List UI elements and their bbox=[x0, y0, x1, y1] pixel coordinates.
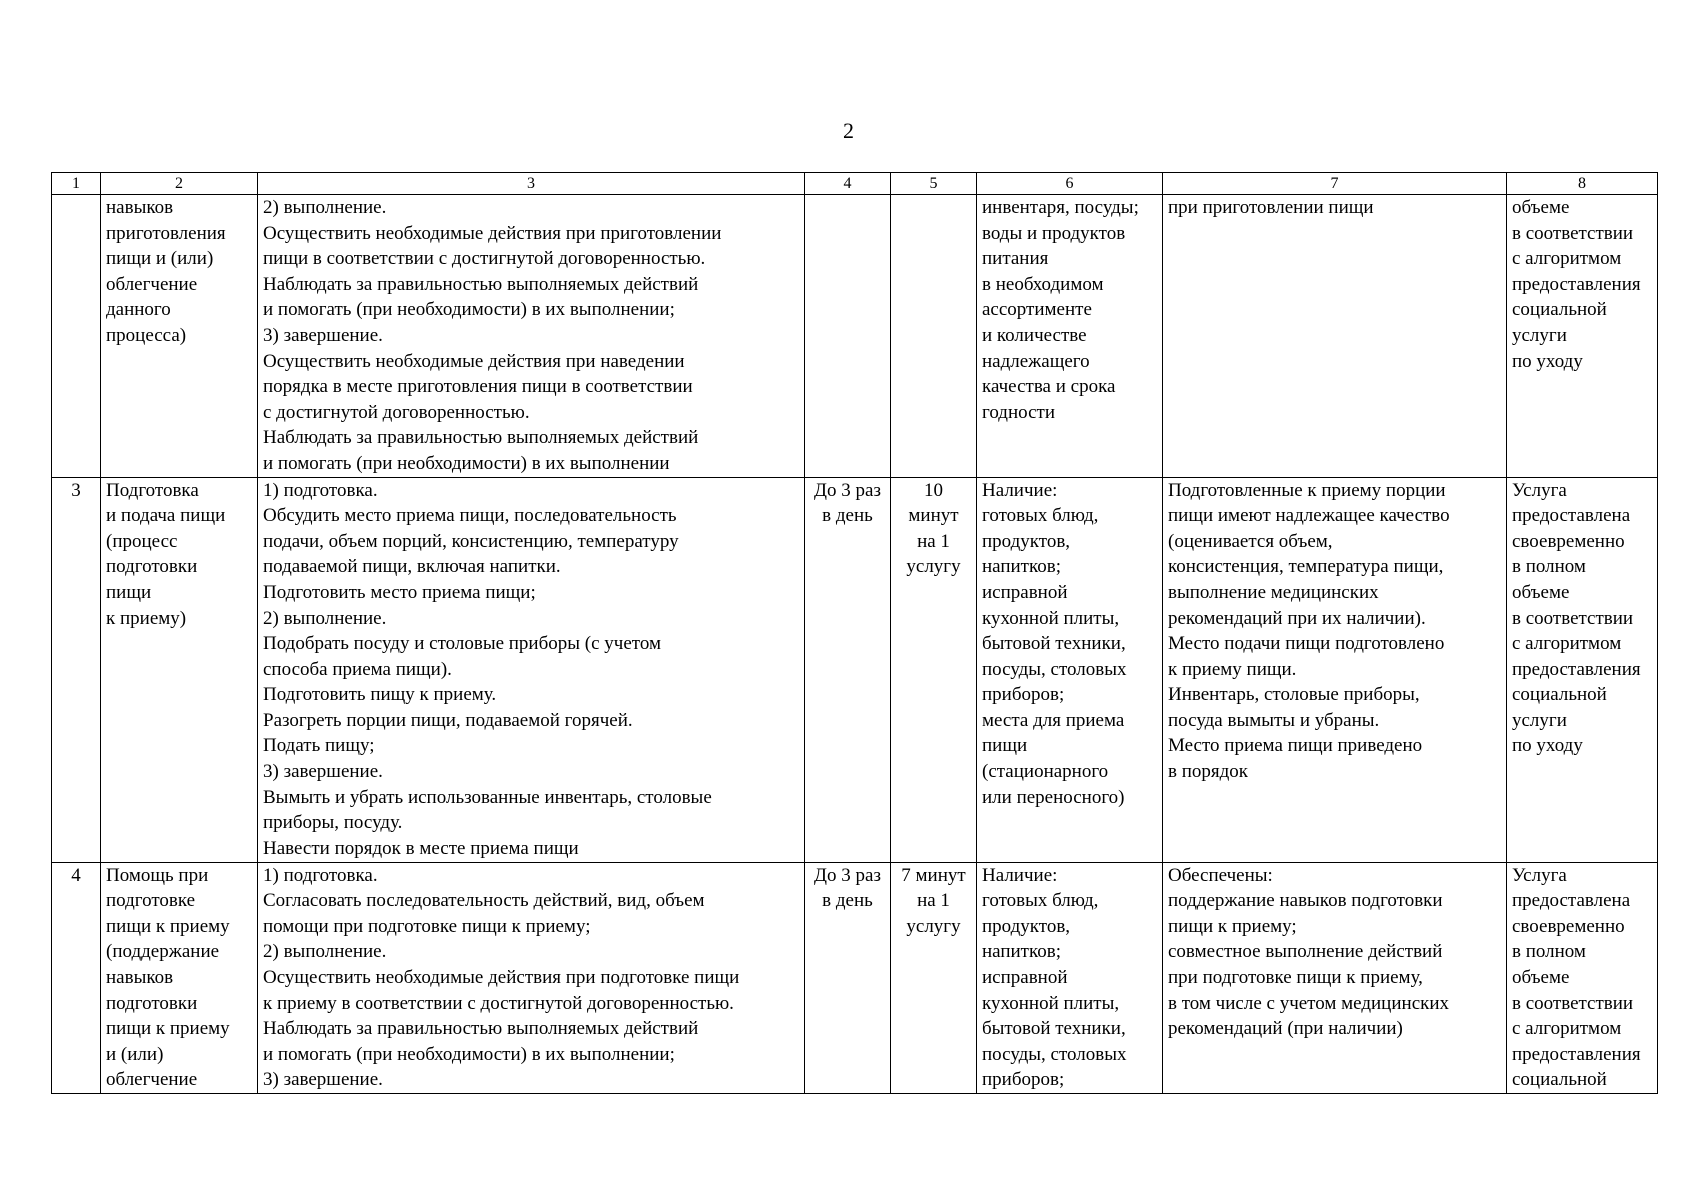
column-header: 2 bbox=[101, 173, 258, 195]
column-header: 6 bbox=[977, 173, 1163, 195]
table-row bbox=[52, 477, 1658, 862]
table-row bbox=[52, 862, 1658, 1093]
service-name-cell: навыков приготовления пищи и (или) облегчение данного процесса) bbox=[101, 195, 258, 478]
conditions-cell: Наличие: готовых блюд, продуктов, напитков; исправной кухонной плиты, бытовой техники, посуды, столовых приборов; места для приема пищи (стационарного или переносного) bbox=[977, 477, 1163, 862]
service-content-cell: 1) подготовка. Согласовать последовательность действий, вид, объем помощи при подготовке пищи к приему; 2) выполнение. Осуществить необходимые действия при подготовке пищи к приему в соответствии с достигнутой договоренностью. Наблюдать за правильностью выполняемых действий и помогать (при необходимости) в их выполнении; 3) завершение. bbox=[258, 862, 805, 1093]
conditions-cell: Наличие: готовых блюд, продуктов, напитков; исправной кухонной плиты, бытовой техники, посуды, столовых приборов; bbox=[977, 862, 1163, 1093]
column-header: 7 bbox=[1163, 173, 1507, 195]
column-header: 3 bbox=[258, 173, 805, 195]
frequency-cell: До 3 раз в день bbox=[805, 862, 891, 1093]
quality-indicators-cell: при приготовлении пищи bbox=[1163, 195, 1507, 478]
frequency-cell: До 3 раз в день bbox=[805, 477, 891, 862]
column-number-header-row bbox=[52, 173, 1658, 195]
column-header: 4 bbox=[805, 173, 891, 195]
service-content-cell: 2) выполнение. Осуществить необходимые действия при приготовлении пищи в соответствии с достигнутой договоренностью. Наблюдать за правильностью выполняемых действий и помогать (при необходимости) в их выполнении; 3) завершение. Осуществить необходимые действия при наведении порядка в месте приготовления пищи в соответствии с достигнутой договоренностью. Наблюдать за правильностью выполняемых действий и помогать (при необходимости) в их выполнении bbox=[258, 195, 805, 478]
quality-indicators-cell: Подготовленные к приему порции пищи имеют надлежащее качество (оценивается объем, консистенция, температура пищи, выполнение медицинских рекомендаций при их наличии). Место подачи пищи подготовлено к приему пищи. Инвентарь, столовые приборы, посуда вымыты и убраны. Место приема пищи приведено в порядок bbox=[1163, 477, 1507, 862]
duration-cell: 7 минут на 1 услугу bbox=[891, 862, 977, 1093]
quality-indicators-cell: Обеспечены: поддержание навыков подготовки пищи к приему; совместное выполнение действий при подготовке пищи к приему, в том числе с учетом медицинских рекомендаций (при наличии) bbox=[1163, 862, 1507, 1093]
frequency-cell bbox=[805, 195, 891, 478]
evaluation-cell: объеме в соответствии с алгоритмом предоставления социальной услуги по уходу bbox=[1507, 195, 1658, 478]
service-name-cell: Помощь при подготовке пищи к приему (поддержание навыков подготовки пищи к приему и (или) облегчение bbox=[101, 862, 258, 1093]
column-header: 1 bbox=[52, 173, 101, 195]
evaluation-cell: Услуга предоставлена своевременно в полном объеме в соответствии с алгоритмом предоставления социальной bbox=[1507, 862, 1658, 1093]
service-name-cell: Подготовка и подача пищи (процесс подготовки пищи к приему) bbox=[101, 477, 258, 862]
row-number-cell: 3 bbox=[52, 477, 101, 862]
column-header: 5 bbox=[891, 173, 977, 195]
page-number: 2 bbox=[843, 118, 854, 143]
table-row bbox=[52, 195, 1658, 478]
conditions-cell: инвентаря, посуды; воды и продуктов питания в необходимом ассортименте и количестве надлежащего качества и срока годности bbox=[977, 195, 1163, 478]
duration-cell bbox=[891, 195, 977, 478]
duration-cell: 10 минут на 1 услугу bbox=[891, 477, 977, 862]
service-content-cell: 1) подготовка. Обсудить место приема пищи, последовательность подачи, объем порций, консистенцию, температуру подаваемой пищи, включая напитки. Подготовить место приема пищи; 2) выполнение. Подобрать посуду и столовые приборы (с учетом способа приема пищи). Подготовить пищу к приему. Разогреть порции пищи, подаваемой горячей. Подать пищу; 3) завершение. Вымыть и убрать использованные инвентарь, столовые приборы, посуду. Навести порядок в месте приема пищи bbox=[258, 477, 805, 862]
row-number-cell bbox=[52, 195, 101, 478]
evaluation-cell: Услуга предоставлена своевременно в полном объеме в соответствии с алгоритмом предоставления социальной услуги по уходу bbox=[1507, 477, 1658, 862]
column-header: 8 bbox=[1507, 173, 1658, 195]
services-table bbox=[51, 172, 1658, 1094]
row-number-cell: 4 bbox=[52, 862, 101, 1093]
